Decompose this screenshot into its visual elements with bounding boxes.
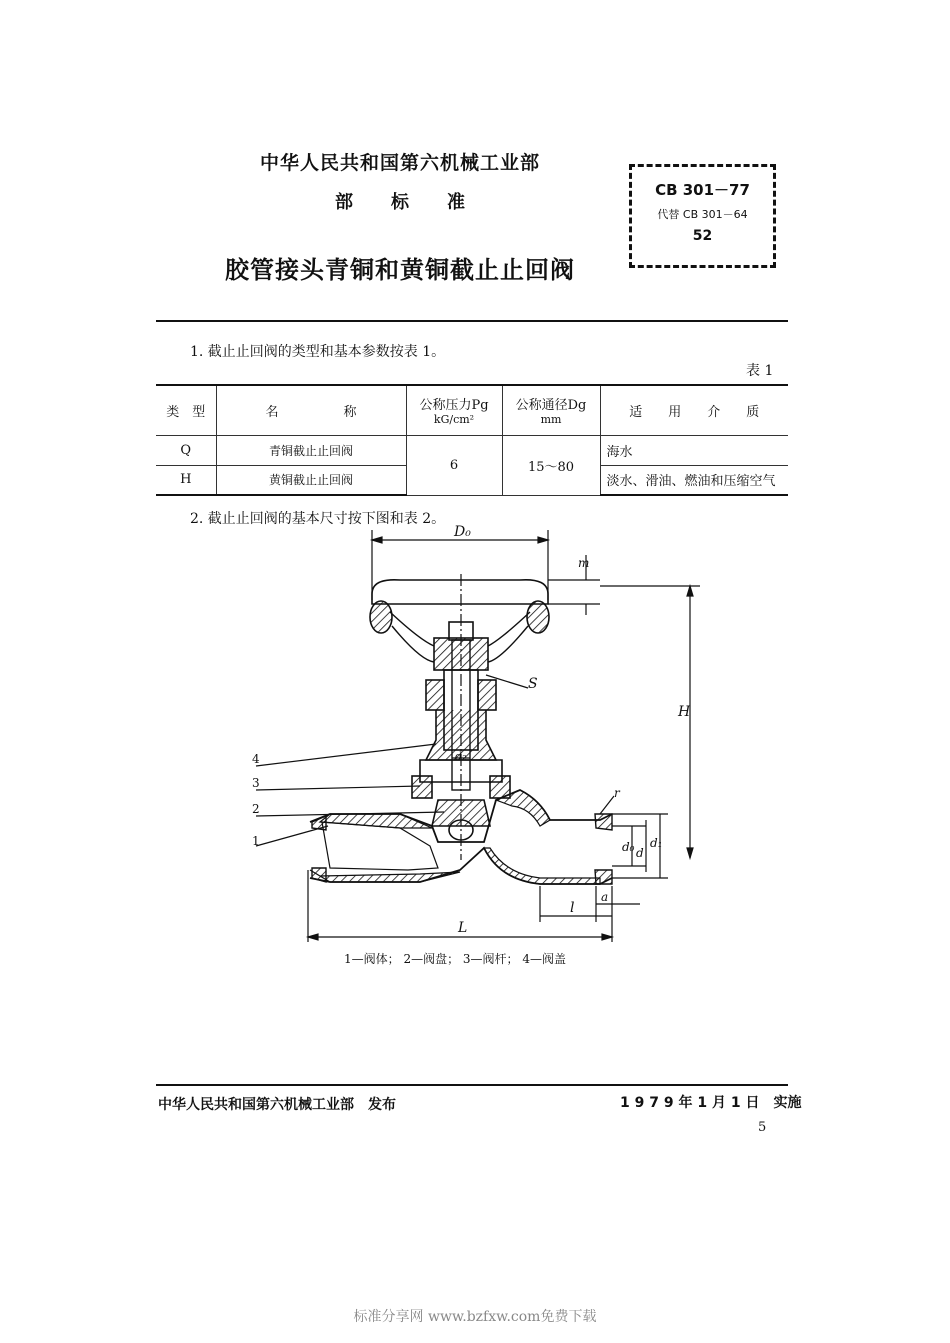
row-name: 青铜截止止回阀 [216, 435, 406, 465]
page-number: 5 [758, 1120, 767, 1135]
part-2-label: 2 [252, 802, 260, 816]
col-header-medium: 适 用 介 质 [600, 385, 788, 435]
dim-l-label: l [570, 900, 575, 916]
part-3-label: 3 [252, 776, 260, 790]
section-1-text: 1. 截止止回阀的类型和基本参数按表 1。 [190, 344, 446, 360]
row-medium: 海水 [600, 435, 788, 465]
publisher-text: 中华人民共和国第六机械工业部 发布 [158, 1097, 396, 1113]
part-4-label: 4 [252, 752, 260, 766]
watermark-text: 标准分享网 www.bzfxw.com免费下载 [353, 1309, 597, 1325]
row-name: 黄铜截止止回阀 [216, 465, 406, 495]
dim-a-label: a [601, 890, 609, 904]
col-header-type: 类 型 [156, 385, 216, 435]
pressure-header-line1: 公称压力Pg [419, 398, 489, 414]
dim-S-label: S [528, 676, 538, 692]
dim-L-label: L [458, 920, 468, 936]
standard-code: CB 301－77 [655, 181, 750, 199]
part-1-label: 1 [252, 834, 260, 848]
diameter-header-line1: 公称通径Dg [515, 398, 587, 414]
pressure-header-line2: kG/cm² [433, 413, 475, 427]
row-medium: 淡水、滑油、燃油和压缩空气 [600, 465, 788, 495]
shared-pressure: 6 [406, 435, 502, 495]
standard-page-code: 52 [692, 228, 713, 244]
replaces-standard: 代替 CB 301－64 [657, 208, 748, 221]
row-type: Q [156, 435, 216, 465]
table-1-label: 表 1 [746, 363, 774, 379]
diameter-header-line2: mm [540, 413, 562, 427]
dim-m-label: m [578, 556, 590, 570]
dim-D0-label: D₀ [454, 524, 471, 540]
footer-divider [156, 1084, 788, 1086]
standard-type-heading: 部标准 [335, 192, 503, 213]
dim-d-label: d [636, 846, 644, 860]
document-title: 胶管接头青铜和黄铜截止止回阀 [225, 256, 575, 284]
dim-d2-label: d₂ [455, 750, 467, 763]
effective-date: 1 9 7 9 年 1 月 1 日 实施 [620, 1095, 802, 1111]
section-2-text: 2. 截止止回阀的基本尺寸按下图和表 2。 [190, 511, 446, 527]
dim-H-label: H [678, 704, 691, 720]
dim-d0-label: d₀ [622, 840, 635, 854]
row-type: H [156, 465, 216, 495]
col-header-name: 名 称 [216, 385, 406, 435]
ministry-heading: 中华人民共和国第六机械工业部 [259, 152, 540, 174]
drawing-caption: 1—阀体； 2—阀盘； 3—阀杆； 4—阀盖 [344, 952, 566, 966]
shared-diameter: 15～80 [502, 435, 600, 495]
dim-r-label: r [614, 786, 620, 800]
dim-d1-label: d₁ [650, 836, 663, 850]
